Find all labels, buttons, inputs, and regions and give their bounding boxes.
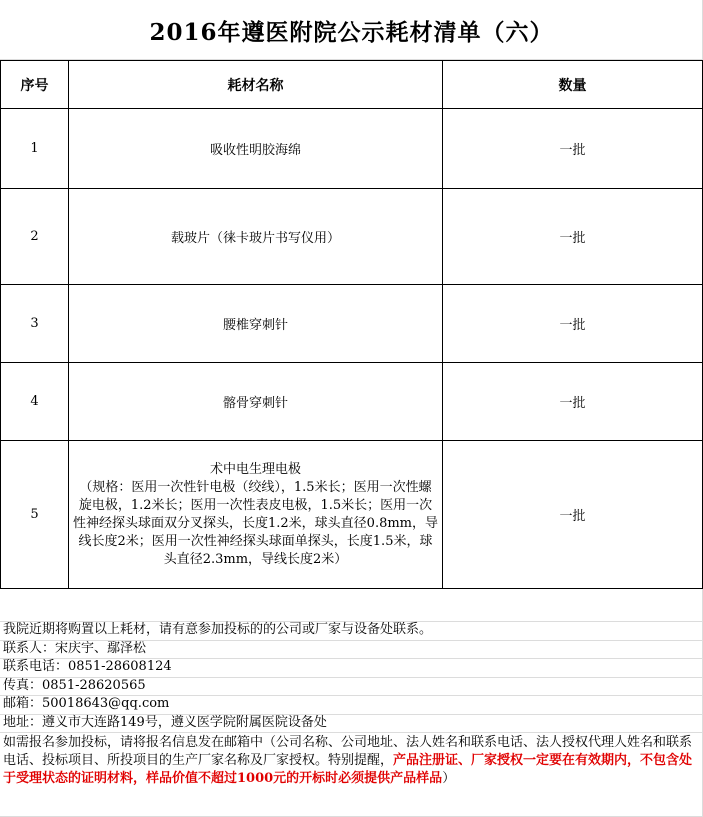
row-name: 腰椎穿刺针 xyxy=(69,285,443,363)
page-title: 2016年遵医附院公示耗材清单（六） xyxy=(149,18,554,46)
row-name: 载玻片（徕卡玻片书写仪用） xyxy=(69,189,443,285)
row-name: 吸收性明胶海绵 xyxy=(69,109,443,189)
signup-instructions xyxy=(3,734,701,788)
signup-warning: 产品注册证、厂家授权一定要在有效期内，不包含处于受理状态的证明材料，样品价值不超过1000元的开标时必须提供产品样品 xyxy=(3,753,693,786)
header-qty: 数量 xyxy=(443,61,703,109)
row-no: 2 xyxy=(1,189,69,285)
email-address: 邮箱：50018643@qq.com xyxy=(3,696,170,711)
row-name: 髂骨穿刺针 xyxy=(69,363,443,441)
table-row xyxy=(1,441,703,589)
header-name: 耗材名称 xyxy=(69,61,443,109)
header-no: 序号 xyxy=(1,61,69,109)
table-row xyxy=(1,363,703,441)
row-no: 3 xyxy=(1,285,69,363)
table-row xyxy=(1,109,703,189)
contact-phone: 联系电话：0851-28608124 xyxy=(3,659,172,674)
notice-section xyxy=(3,621,701,788)
row-qty: 一批 xyxy=(443,109,703,189)
table-row xyxy=(1,285,703,363)
signup-close: ） xyxy=(442,771,456,786)
fax-number: 传真：0851-28620565 xyxy=(3,677,146,693)
row-no: 4 xyxy=(1,363,69,441)
row-spec: （规格：医用一次性针电极（绞线），1.5米长；医用一次性螺旋电极，1.2米长；医用一次性表皮电极，1.5米长；医用一次性神经探头球面双分叉探头，长度1.2米，球头直径0.8mm，导线长度2米；医用一次性神经探头球面单探头，长度1.5米，球头直径2.3mm，导线长度2米） xyxy=(73,479,439,567)
row-qty: 一批 xyxy=(443,189,703,285)
contact-person: 联系人：宋庆宇、鄢泽松 xyxy=(3,640,147,656)
consumables-table xyxy=(0,60,703,589)
intro-text: 我院近期将购置以上耗材，请有意参加投标的的公司或厂家与设备处联系。 xyxy=(3,622,433,637)
row-no: 1 xyxy=(1,109,69,189)
row-name-with-spec xyxy=(69,441,443,589)
row-qty: 一批 xyxy=(443,441,703,589)
table-header-row xyxy=(1,61,703,109)
table-row xyxy=(1,189,703,285)
signup-text: 如需报名参加投标，请将报名信息发在邮箱中（公司名称、公司地址、法人姓名和联系电话、法人授权代理人姓名和联系电话、投标项目、所投项目的生产厂家名称及厂家授权。特别提醒， xyxy=(3,735,693,768)
row-qty: 一批 xyxy=(443,363,703,441)
row-name: 术中电生理电极 xyxy=(209,461,301,477)
postal-address: 地址：遵义市大连路149号，遵义医学院附属医院设备处 xyxy=(3,714,327,730)
row-no: 5 xyxy=(1,441,69,589)
row-qty: 一批 xyxy=(443,285,703,363)
